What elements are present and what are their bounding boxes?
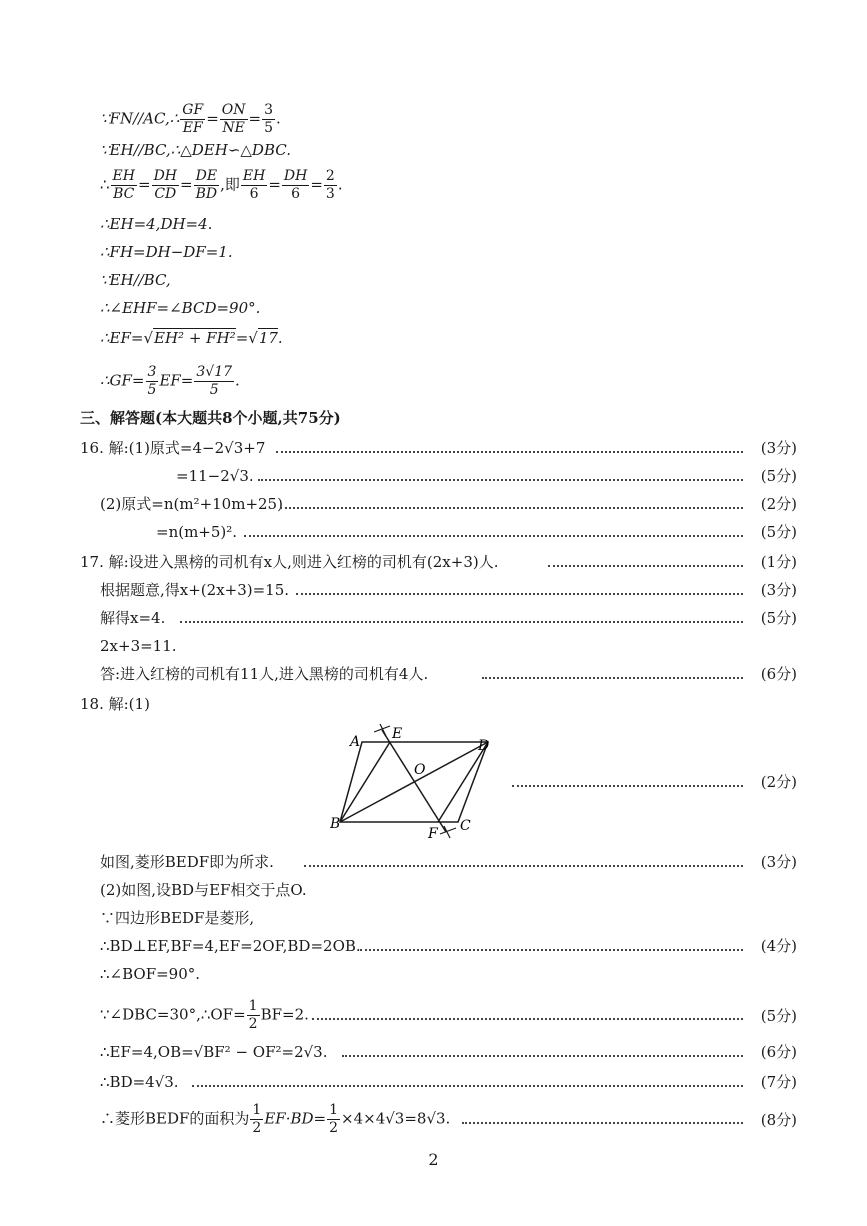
line-fn-ac: ∵FN//AC,∴ $\frac{GF}{EF}$ = $\frac{ON}{NE}$ = $\frac{3}{5}$ . [100, 102, 281, 136]
label-c: C [460, 818, 471, 834]
q17-line4: 2x+3=11. [100, 637, 177, 655]
line-ratio: ∴ $\frac{EH}{BC}$ = $\frac{DH}{CD}$ = $\frac{DE}{BD}$ ,即 $\frac{EH}{6}$ = $\frac{DH}{6}$ = $\frac{2}{3}$ . [100, 168, 343, 202]
section-heading: 三、解答题(本大题共8个小题,共75分) [80, 409, 341, 427]
q18-figure-score: (2分) [0, 770, 867, 794]
q17-answer: 答:进入红榜的司机有11人,进入黑榜的司机有4人. (6分) [100, 665, 797, 683]
q18-heading: 18. 解:(1) [80, 695, 150, 713]
q16-line4: =n(m+5)². (5分) [156, 523, 797, 541]
label-a: A [350, 734, 361, 750]
arc-mark-f [440, 826, 456, 838]
label-e: E [392, 726, 403, 742]
line-angle-ehf: ∴∠EHF=∠BCD=90°. [100, 299, 261, 317]
line-similar-triangles: ∵EH//BC,∴△DEH∽△DBC. [100, 141, 291, 159]
q16-line1: 16. 解:(1)原式=4−2√3+7 (3分) [80, 439, 797, 457]
q18-line-j: ∴菱形BEDF的面积为 $\frac{1}{2}$ EF·BD= $\frac{1}{2}$ ×4×4√3=8√3. (8分) [100, 1102, 797, 1136]
line-ef-length: ∴EF=√EH² + FH²=√17. [100, 329, 283, 347]
q18-line-i: ∴BD=4√3. (7分) [100, 1073, 797, 1091]
q18-line-b: 如图,菱形BEDF即为所求. (3分) [100, 853, 797, 871]
q18-line-h: ∴EF=4,OB=√BF² − OF²=2√3. (6分) [100, 1043, 797, 1061]
page-number: 2 [428, 1150, 439, 1169]
line-eh-parallel: ∵EH//BC, [100, 271, 171, 289]
q17-line1: 17. 解:设进入黑榜的司机有x人,则进入红榜的司机有(2x+3)人. (1分) [80, 553, 797, 571]
q18-line-g: ∵∠DBC=30°,∴OF= $\frac{1}{2}$ BF=2. (5分) [100, 998, 797, 1032]
line-fh: ∴FH=DH−DF=1. [100, 243, 233, 261]
q16-line2: =11−2√3. (5分) [176, 467, 797, 485]
q18-line-d: ∵四边形BEDF是菱形, [100, 909, 255, 927]
line-gf-length: ∴GF= $\frac{3}{5}$ EF= $\frac{3√17}{5}$ . [100, 364, 240, 398]
label-b: B [330, 816, 341, 832]
label-o: O [414, 762, 426, 778]
q17-line2: 根据题意,得x+(2x+3)=15. (3分) [100, 581, 797, 599]
label-d: D [478, 738, 490, 754]
label-f: F [428, 826, 438, 840]
q18-line-f: ∴∠BOF=90°. [100, 965, 201, 983]
q17-line3: 解得x=4. (5分) [100, 609, 797, 627]
line-eh-dh: ∴EH=4,DH=4. [100, 215, 213, 233]
q18-line-c: (2)如图,设BD与EF相交于点O. [100, 881, 307, 899]
q18-line-e: ∴BD⊥EF,BF=4,EF=2OF,BD=2OB. (4分) [100, 937, 797, 955]
q16-line3: (2)原式=n(m²+10m+25) (2分) [100, 495, 797, 513]
